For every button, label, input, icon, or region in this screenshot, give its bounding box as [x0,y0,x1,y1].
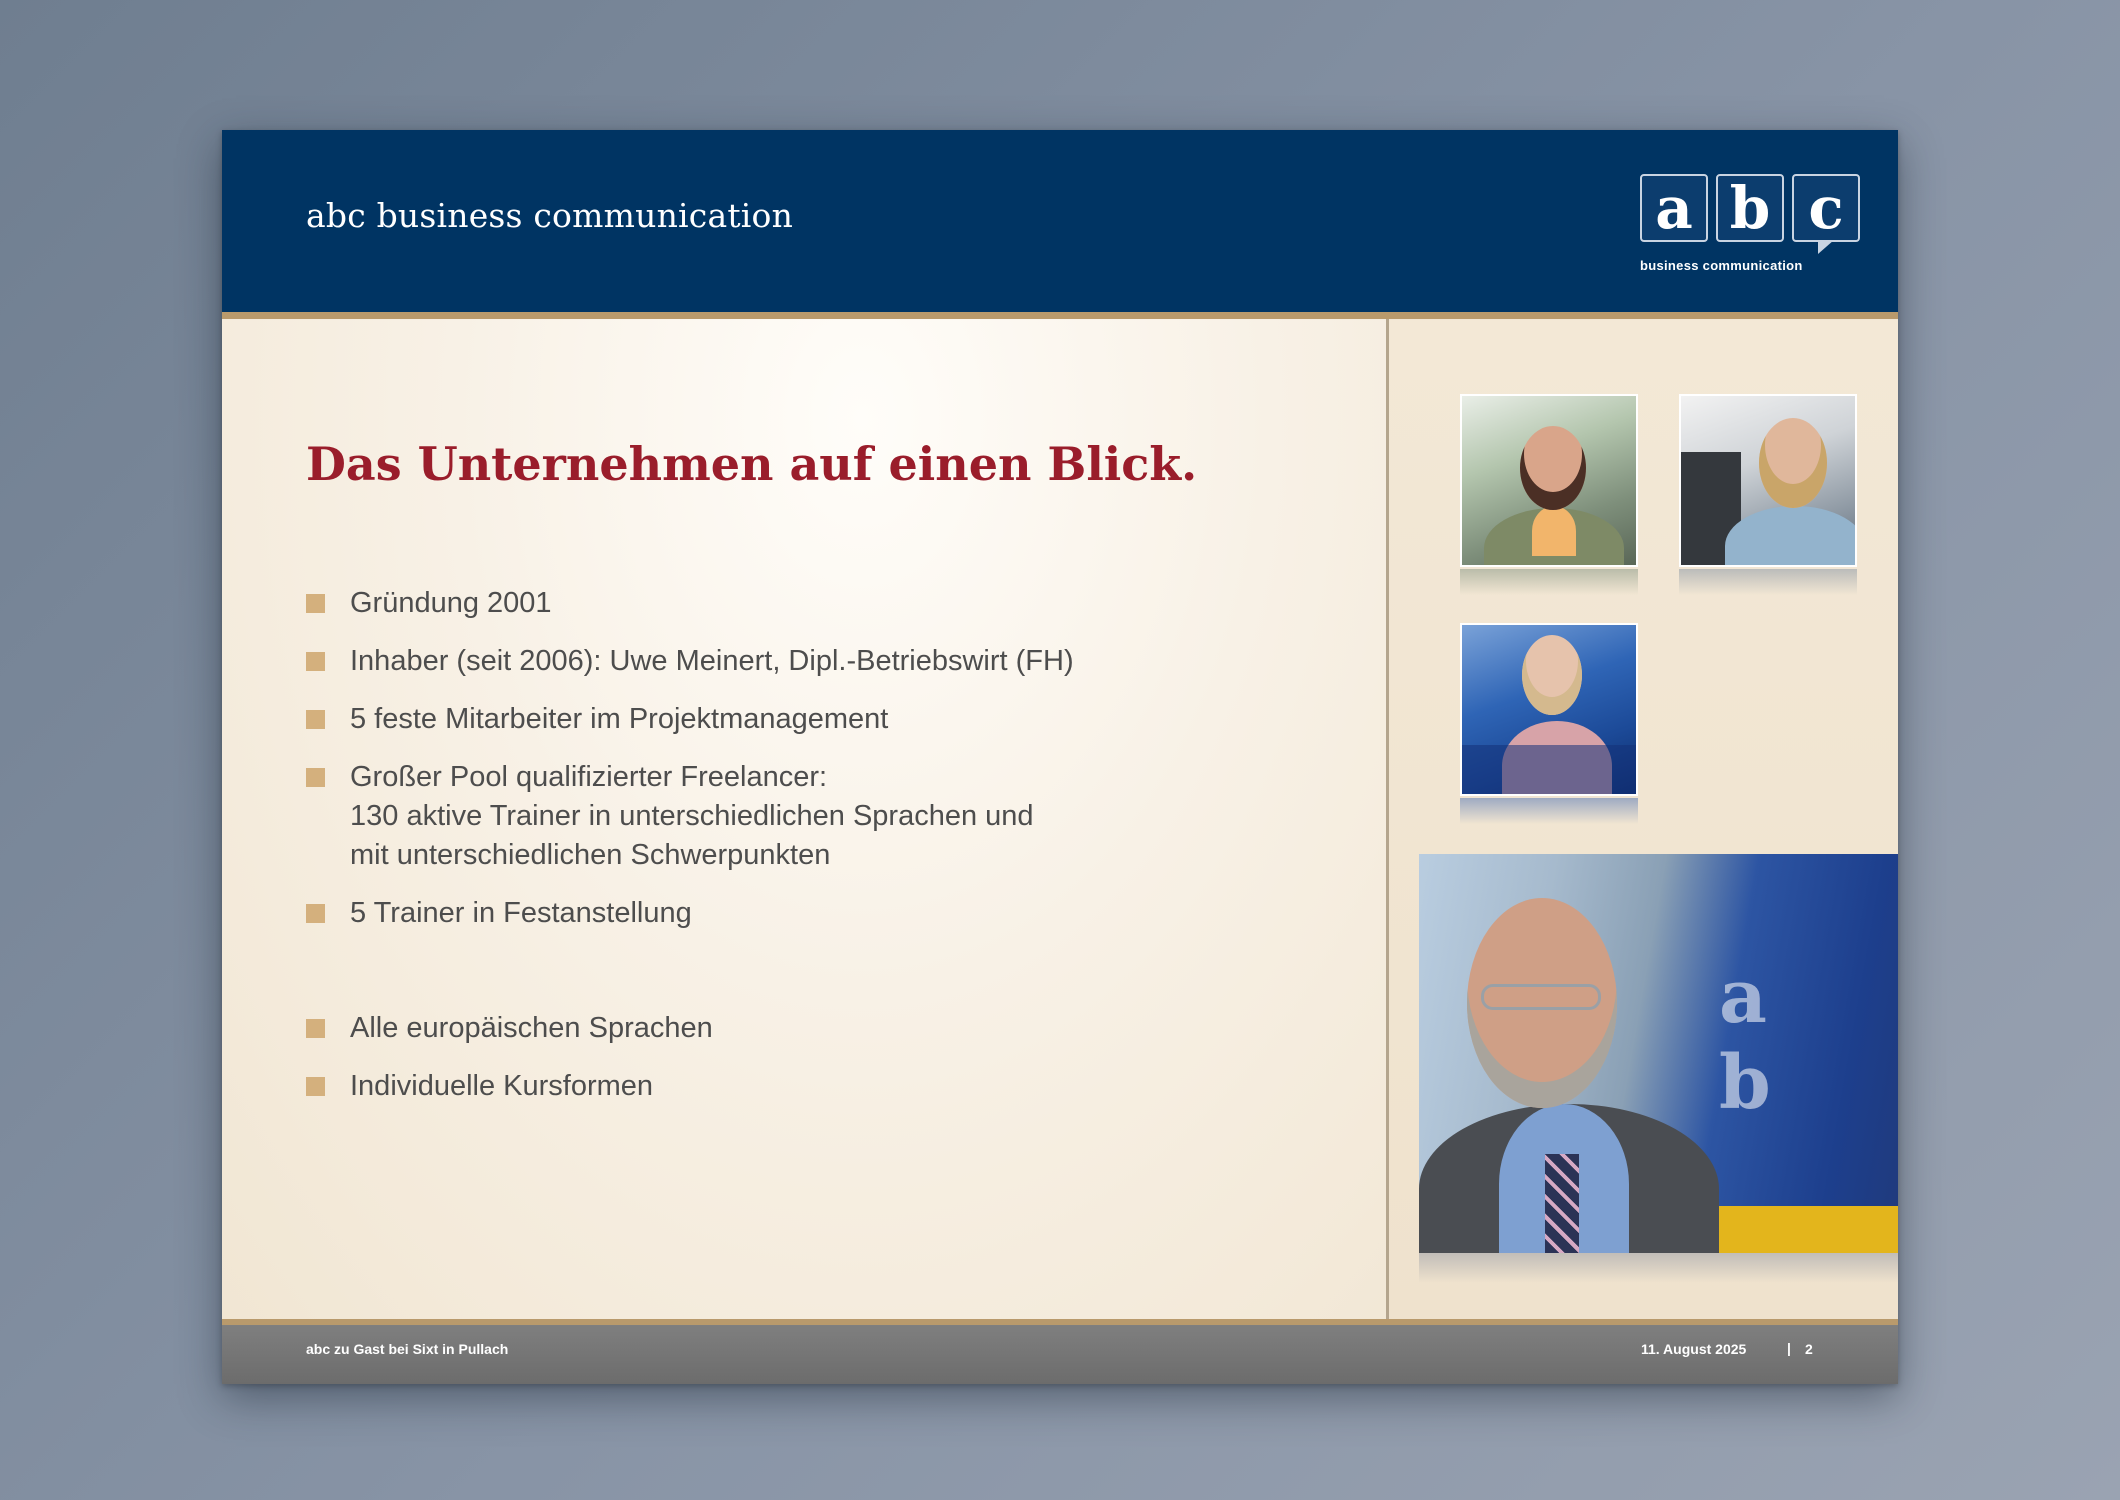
bullet-item [306,1067,1366,1106]
bullet-square-icon [306,652,325,671]
bullet-square-icon [306,594,325,613]
bullet-text: 5 feste Mitarbeiter im Projektmanagement [350,703,889,735]
footer-date: 11. August 2025 [1641,1341,1747,1357]
photo-figure [1759,418,1827,508]
slide-header [222,130,1898,319]
bullet-item [306,894,1366,933]
photo-figure [1520,426,1586,510]
photo-figure [1545,1154,1579,1253]
logo-subtitle: business communication [1640,258,1803,273]
photo-reflection [1679,569,1857,595]
page-number: 2 [1805,1341,1813,1357]
bullet-item [306,700,1366,739]
photo-reflection [1460,569,1638,595]
photo-reflection [1419,1253,1898,1283]
slide-title: Das Unternehmen auf einen Blick. [306,437,1198,491]
bullet-text: Individuelle Kursformen [350,1070,654,1102]
bullet-text: 5 Trainer in Festanstellung [350,897,692,929]
bullet-item [306,1009,1366,1048]
bullet-text: mit unterschiedlichen Schwerpunkten [350,839,831,871]
bullet-list [306,584,1366,1125]
bullet-text: 130 aktive Trainer in unterschiedlichen Sprachen und [350,800,1034,832]
footer-event: abc zu Gast bei Sixt in Pullach [306,1341,509,1357]
glasses-icon [1481,984,1601,1010]
bullet-text: Gründung 2001 [350,587,552,619]
photo-figure [1532,506,1576,556]
bullet-square-icon [306,904,325,923]
photo-figure [1462,745,1638,796]
abc-logo [1640,174,1864,284]
speech-bubble-tail-icon [1818,240,1834,254]
bullet-item [306,758,1366,875]
footer-separator: | [1787,1340,1791,1356]
logo-letter-b: b [1716,174,1784,242]
bullet-item [306,642,1366,681]
photo-figure [1522,635,1582,715]
bullet-square-icon [306,1077,325,1096]
logo-letter-a: a [1640,174,1708,242]
bullet-text: Großer Pool qualifizierter Freelancer: [350,761,828,793]
team-photo-2 [1679,394,1857,567]
bullet-item [306,584,1366,623]
brand-text: abc business communication [306,196,794,235]
director-photo [1419,854,1898,1253]
photo-reflection [1460,798,1638,824]
bullet-square-icon [306,1019,325,1038]
backdrop-letters: a b [1719,954,1795,1126]
photo-figure [1725,506,1857,567]
content-area [222,319,1389,1319]
team-photo-1 [1460,394,1638,567]
bullet-text: Alle europäischen Sprachen [350,1012,713,1044]
team-photo-3 [1460,623,1638,796]
bullet-text: Inhaber (seit 2006): Uwe Meinert, Dipl.-Betriebswirt (FH) [350,645,1074,677]
slide-footer [222,1319,1898,1384]
bullet-square-icon [306,710,325,729]
logo-letter-c: c [1792,174,1860,242]
bullet-square-icon [306,768,325,787]
